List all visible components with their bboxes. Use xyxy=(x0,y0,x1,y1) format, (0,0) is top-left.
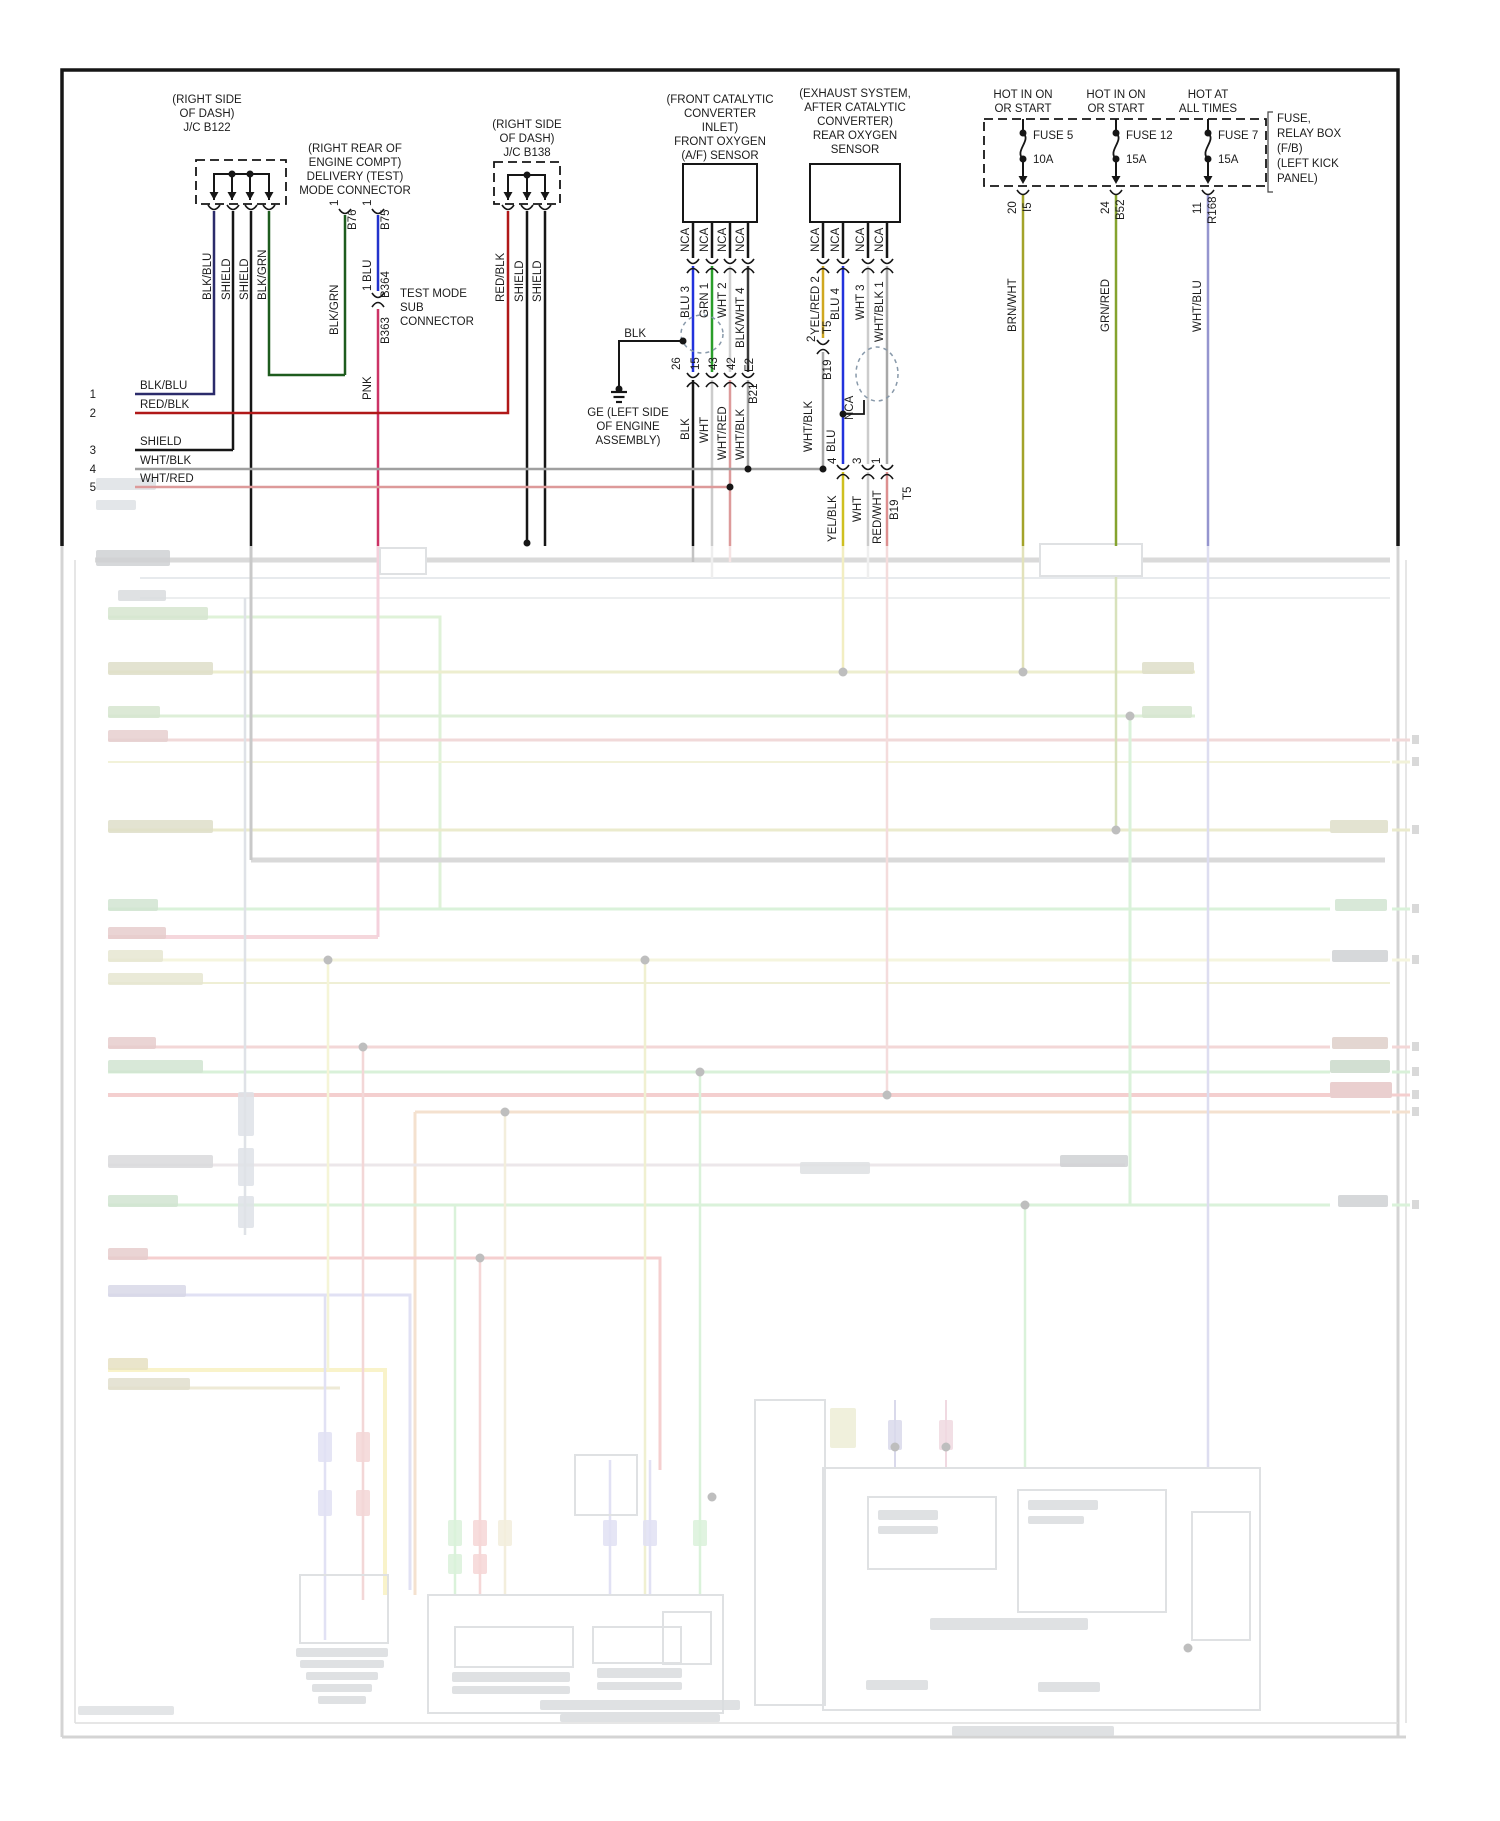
faded-label-blob xyxy=(597,1668,682,1678)
wire-label: CONNECTOR xyxy=(400,316,474,328)
wire-label: SENSOR xyxy=(830,144,880,156)
wire-label: (EXHAUST SYSTEM, xyxy=(799,88,911,100)
wire-label: SUB xyxy=(400,302,424,314)
connector-symbol xyxy=(263,205,275,210)
wire-label: YEL/RED 2 xyxy=(810,276,822,335)
faded-junction-dot xyxy=(1019,668,1028,677)
faded-edge-number xyxy=(1412,735,1419,744)
faded-junction-dot xyxy=(641,956,650,965)
faded-junction-dot xyxy=(324,956,333,965)
faded-label-blob xyxy=(452,1672,570,1682)
faded-label-blob xyxy=(356,1490,370,1516)
wire-label: (A/F) SENSOR xyxy=(681,150,759,162)
wire-label: NCA xyxy=(874,227,886,252)
connector-symbol xyxy=(706,259,718,264)
wire-label: DELIVERY (TEST) xyxy=(306,171,404,183)
arrowhead xyxy=(523,192,532,200)
wire-label: CONVERTER xyxy=(684,108,756,120)
faded-label-blob xyxy=(1060,1155,1128,1167)
faded-component-box xyxy=(593,1627,681,1663)
wire-label: AFTER CATALYTIC xyxy=(804,102,906,114)
highlighted-circuit-section xyxy=(62,70,1398,547)
faded-label-blob xyxy=(1028,1516,1084,1524)
wire-label: FUSE 5 xyxy=(1033,130,1074,142)
faded-label-blob xyxy=(108,1358,148,1370)
wire-label: SHIELD xyxy=(514,260,526,302)
faded-edge-number xyxy=(1412,1042,1419,1051)
faded-label-blob xyxy=(96,500,136,510)
fuse-element xyxy=(1205,133,1210,159)
faded-component-box xyxy=(575,1455,637,1515)
wire xyxy=(214,174,269,200)
arrowhead xyxy=(246,192,255,200)
faded-label-blob xyxy=(108,1060,203,1073)
wire-label: BLK/BLU xyxy=(140,380,188,392)
wire-label: NCA xyxy=(735,227,747,252)
junction-dot xyxy=(229,171,236,178)
faded-label-blob xyxy=(830,1408,856,1448)
wire-label: RED/WHT xyxy=(872,490,884,544)
faded-label-blob xyxy=(108,950,163,962)
connector-symbol xyxy=(521,205,533,210)
wire-label: 2 xyxy=(806,335,818,342)
wire-label: 1 xyxy=(871,457,883,464)
wire-label: 15 xyxy=(690,357,702,370)
wire-label: WHT/BLK xyxy=(140,455,192,467)
wire-label: 24 xyxy=(1100,201,1112,214)
faded-label-blob xyxy=(952,1726,1114,1736)
wire-label: HOT IN ON xyxy=(1086,89,1146,101)
connector-symbol xyxy=(881,259,893,264)
wire xyxy=(135,211,214,394)
faded-edge-number xyxy=(1412,757,1419,766)
faded-label-blob xyxy=(452,1686,570,1694)
faded-edge-number xyxy=(1412,825,1419,834)
faded-label-blob xyxy=(597,1682,682,1690)
faded-label-blob xyxy=(473,1520,487,1546)
faded-label-blob xyxy=(866,1680,928,1690)
faded-edge-number xyxy=(1412,1200,1419,1209)
junction-dot xyxy=(524,540,531,547)
faded-label-blob xyxy=(108,820,213,833)
wire-label: SHIELD xyxy=(140,436,182,448)
faded-label-blob xyxy=(238,1148,254,1186)
connector-symbol xyxy=(742,373,754,378)
faded-label-blob xyxy=(1332,1037,1388,1049)
faded-label-blob xyxy=(800,1162,870,1174)
faded-label-blob xyxy=(1038,1682,1100,1692)
faded-label-blob xyxy=(108,1037,156,1049)
wire-label: WHT/BLK xyxy=(735,408,747,460)
wire-label: HOT IN ON xyxy=(993,89,1053,101)
wire-label: 2 xyxy=(89,408,96,420)
wire-label: FUSE 7 xyxy=(1218,130,1259,142)
wire-label: NCA xyxy=(699,227,711,252)
connector-symbol xyxy=(724,259,736,264)
wire-label: FUSE, xyxy=(1277,113,1311,125)
wire-label: SHIELD xyxy=(221,258,233,300)
faded-edge-number xyxy=(1412,1067,1419,1076)
connector-symbol xyxy=(227,205,239,210)
connector-symbol xyxy=(502,205,514,210)
wire-label: BLK xyxy=(680,418,692,440)
faded-diagram-section xyxy=(62,478,1419,1737)
wire-label: 11 xyxy=(1192,202,1204,214)
faded-edge-number xyxy=(1412,904,1419,913)
connector-symbol xyxy=(208,205,220,210)
connector-symbol xyxy=(245,205,257,210)
sensor-box xyxy=(683,164,757,222)
faded-label-blob xyxy=(238,1092,254,1136)
faded-label-blob xyxy=(603,1520,617,1546)
faded-label-blob xyxy=(356,1432,370,1462)
wire-label: WHT 2 xyxy=(717,282,729,318)
faded-label-blob xyxy=(118,590,166,601)
connector-symbol xyxy=(687,259,699,264)
wire-label: 5 xyxy=(89,482,96,494)
faded-component-box xyxy=(663,1612,711,1664)
wire-label: 4 xyxy=(827,457,839,464)
wire-label: E2 xyxy=(744,357,756,372)
arrowhead xyxy=(1112,176,1121,184)
connector-symbol xyxy=(862,465,874,470)
faded-label-blob xyxy=(540,1700,740,1710)
connector-symbol xyxy=(687,373,699,378)
arrowhead xyxy=(1019,176,1028,184)
wire-label: HOT AT xyxy=(1187,89,1229,101)
faded-junction-dot xyxy=(1126,712,1135,721)
faded-label-blob xyxy=(498,1520,512,1546)
shield-ellipse xyxy=(856,347,898,401)
wire-label: FUSE 12 xyxy=(1126,130,1173,142)
faded-label-blob xyxy=(643,1520,657,1546)
wire-label: 10A xyxy=(1033,154,1054,166)
wire-label: B19 xyxy=(822,359,834,380)
wire-label: NCA xyxy=(717,227,729,252)
connector-symbol xyxy=(817,340,829,345)
faded-edge-number xyxy=(1412,1090,1419,1099)
wire-label: NCA xyxy=(830,227,842,252)
wire-label: WHT/BLK xyxy=(803,400,815,452)
connector-symbol xyxy=(706,373,718,378)
faded-label-blob xyxy=(1330,1060,1390,1073)
wire-label: (RIGHT SIDE xyxy=(492,119,562,131)
faded-label-blob xyxy=(1142,706,1192,718)
wire-label: J/C B122 xyxy=(183,122,231,134)
connector-symbol xyxy=(1110,190,1122,195)
faded-component-box xyxy=(1192,1512,1250,1640)
wire-label: BLK/GRN xyxy=(329,284,341,335)
wire-label: 1 xyxy=(362,199,374,206)
wire-label: (RIGHT SIDE xyxy=(172,94,242,106)
junction-dot xyxy=(247,171,254,178)
wire-label: 20 xyxy=(1007,201,1019,214)
faded-junction-dot xyxy=(696,1068,705,1077)
wire-label: 26 xyxy=(671,357,683,370)
wire-label: CONVERTER) xyxy=(817,116,893,128)
wire-label: PANEL) xyxy=(1277,173,1318,185)
junction-connector-dashed-box xyxy=(196,160,286,204)
faded-component-box xyxy=(755,1400,825,1705)
faded-label-blob xyxy=(108,706,160,718)
faded-label-blob xyxy=(878,1526,938,1534)
wire-label: 3 xyxy=(89,445,96,457)
faded-label-blob xyxy=(1332,950,1388,962)
faded-junction-dot xyxy=(891,1443,900,1452)
arrowhead xyxy=(504,192,513,200)
faded-label-blob xyxy=(300,1660,384,1668)
connector-symbol xyxy=(837,465,849,470)
faded-label-blob xyxy=(878,1510,938,1520)
arrowhead xyxy=(265,192,274,200)
wire-label: BLU 3 xyxy=(680,286,692,318)
faded-label-blob xyxy=(306,1672,378,1680)
wire-label: 3 xyxy=(852,457,864,464)
wire-label: B75 xyxy=(380,209,392,230)
faded-label-blob xyxy=(108,899,158,911)
connector-symbol xyxy=(837,259,849,264)
wire-label: RED/BLK xyxy=(140,399,190,411)
junction-dot xyxy=(820,466,827,473)
faded-component-box xyxy=(1040,544,1142,576)
faded-label-blob xyxy=(108,1155,213,1168)
arrowhead xyxy=(1204,176,1213,184)
faded-component-box xyxy=(380,548,426,574)
arrowhead xyxy=(541,192,550,200)
wire xyxy=(1268,112,1273,192)
wire-label: NCA xyxy=(844,395,856,420)
faded-label-blob xyxy=(108,1248,148,1260)
connector-symbol xyxy=(372,303,384,308)
faded-label-blob xyxy=(318,1490,332,1516)
faded-label-blob xyxy=(238,1196,254,1228)
wire-label: BLU xyxy=(826,429,838,452)
shield-ellipse xyxy=(681,315,723,353)
connector-symbol xyxy=(539,205,551,210)
faded-label-blob xyxy=(108,662,213,675)
wire-label: BLK/GRN xyxy=(257,249,269,300)
wire-label: WHT/BLK 1 xyxy=(874,281,886,342)
wire-label: YEL/BLK xyxy=(827,495,839,542)
wire-label: MODE CONNECTOR xyxy=(299,185,411,197)
wire-label: B76 xyxy=(347,209,359,230)
wire-label: SHIELD xyxy=(239,258,251,300)
wire-label: WHT/RED xyxy=(717,406,729,460)
wire-label: B52 xyxy=(1115,199,1127,220)
wire-label: T5 xyxy=(902,486,914,500)
sensor-box xyxy=(810,164,900,222)
wire-label: TEST MODE xyxy=(400,288,467,300)
faded-label-blob xyxy=(78,1706,174,1715)
wire-label: WHT xyxy=(699,416,711,443)
faded-label-blob xyxy=(108,607,208,620)
wire-label: 4 xyxy=(89,464,96,476)
fuse-element xyxy=(1113,133,1118,159)
wire-label: WHT 3 xyxy=(855,284,867,320)
faded-junction-dot xyxy=(501,1108,510,1117)
wire-label: BLU xyxy=(362,259,374,282)
junction-dot xyxy=(727,484,734,491)
wire-label: NCA xyxy=(855,227,867,252)
wire-label: WHT xyxy=(852,495,864,522)
connector-symbol xyxy=(742,259,754,264)
faded-junction-dot xyxy=(883,1091,892,1100)
arrowhead xyxy=(210,192,219,200)
wire-label: 42 xyxy=(726,357,738,370)
wire-label: (F/B) xyxy=(1277,143,1303,155)
connector-symbol xyxy=(1202,190,1214,195)
wire-label: OR START xyxy=(994,103,1052,115)
faded-edge-number xyxy=(1412,1107,1419,1116)
connector-symbol xyxy=(862,259,874,264)
wire-label: NCA xyxy=(810,227,822,252)
wire-label: BLK xyxy=(624,328,646,340)
wire-label: GRN/RED xyxy=(1100,278,1112,332)
faded-junction-dot xyxy=(839,668,848,677)
faded-label-blob xyxy=(1028,1500,1098,1510)
wire-label: ASSEMBLY) xyxy=(595,435,661,447)
connector-symbol xyxy=(1017,190,1029,195)
wire-label: R168 xyxy=(1207,196,1219,224)
faded-label-blob xyxy=(318,1432,332,1462)
wire-label: GRN 1 xyxy=(699,282,711,318)
arrowhead xyxy=(228,192,237,200)
wire-label: J/C B138 xyxy=(503,147,551,159)
faded-label-blob xyxy=(108,927,166,939)
wire-label: INLET) xyxy=(701,122,739,134)
faded-label-blob xyxy=(1330,820,1388,833)
faded-component-box xyxy=(300,1575,388,1643)
wire-label: ENGINE COMPT) xyxy=(308,157,402,169)
connector-symbol xyxy=(724,373,736,378)
faded-junction-dot xyxy=(1021,1201,1030,1210)
wire-label: 43 xyxy=(708,357,720,370)
faded-junction-dot xyxy=(708,1493,717,1502)
faded-label-blob xyxy=(318,1696,366,1704)
wire-label: B364 xyxy=(380,271,392,298)
faded-junction-dot xyxy=(942,1443,951,1452)
wire xyxy=(135,211,508,413)
wire-label: 1 xyxy=(362,284,374,291)
faded-label-blob xyxy=(108,1285,186,1297)
wire-label: (RIGHT REAR OF xyxy=(308,143,402,155)
faded-label-blob xyxy=(1330,1082,1392,1098)
faded-label-blob xyxy=(930,1618,1088,1630)
wire-label: PNK xyxy=(362,376,374,400)
faded-label-blob xyxy=(108,730,168,742)
connector-symbol xyxy=(817,259,829,264)
wire-label: T5 xyxy=(822,320,834,334)
wire-label: SHIELD xyxy=(532,260,544,302)
faded-wire xyxy=(108,1370,385,1595)
wire-label: RED/BLK xyxy=(495,252,507,302)
wire-label: (FRONT CATALYTIC xyxy=(666,94,774,106)
faded-label-blob xyxy=(1338,1195,1388,1207)
junction-dot xyxy=(524,172,531,179)
junction-dot xyxy=(745,466,752,473)
wire-label: BLK/BLU xyxy=(202,252,214,300)
faded-edge-number xyxy=(1412,955,1419,964)
faded-label-blob xyxy=(1142,662,1194,674)
wire-label: BLU 4 xyxy=(830,288,842,320)
wire-label: I5 xyxy=(1022,202,1034,212)
wire-label: OF DASH) xyxy=(499,133,555,145)
wire-label: 1 xyxy=(329,199,341,206)
wire-label: 15A xyxy=(1126,154,1147,166)
wire-label: FRONT OXYGEN xyxy=(674,136,766,148)
faded-label-blob xyxy=(312,1684,372,1692)
faded-junction-dot xyxy=(1184,1644,1193,1653)
faded-label-blob xyxy=(1335,899,1387,911)
wire-label: RELAY BOX xyxy=(1277,128,1342,140)
wire-label: REAR OXYGEN xyxy=(812,130,898,142)
wire-label: OR START xyxy=(1087,103,1145,115)
wire-label: WHT/BLU xyxy=(1192,280,1204,332)
faded-component-box xyxy=(455,1627,573,1667)
wire-label: (LEFT KICK xyxy=(1277,158,1339,170)
connector-symbol xyxy=(881,465,893,470)
faded-label-blob xyxy=(560,1714,720,1722)
wire-label: B363 xyxy=(380,317,392,344)
wire-label: BRN/WHT xyxy=(1007,278,1019,332)
wire-label: B19 xyxy=(889,499,901,520)
faded-label-blob xyxy=(448,1554,462,1574)
wire-label: B21 xyxy=(748,383,760,404)
faded-label-blob xyxy=(108,973,203,985)
faded-label-blob xyxy=(448,1520,462,1546)
faded-junction-dot xyxy=(359,1043,368,1052)
wire-label: ALL TIMES xyxy=(1178,103,1238,115)
wire-label: 1 xyxy=(89,389,96,401)
junction-dot xyxy=(680,338,687,345)
faded-junction-dot xyxy=(476,1254,485,1263)
wire-label: OF ENGINE xyxy=(596,421,660,433)
wire-label: BLK/WHT 4 xyxy=(735,287,747,348)
faded-junction-dot xyxy=(1112,826,1121,835)
faded-label-blob xyxy=(693,1520,707,1546)
wire-label: WHT/RED xyxy=(140,473,194,485)
faded-label-blob xyxy=(473,1554,487,1574)
faded-label-blob xyxy=(108,1378,190,1390)
faded-label-blob xyxy=(96,550,170,566)
faded-label-blob xyxy=(108,1195,178,1207)
wire-label: 15A xyxy=(1218,154,1239,166)
faded-label-blob xyxy=(296,1648,388,1657)
fuse-element xyxy=(1020,133,1025,159)
wire-label: NCA xyxy=(680,227,692,252)
wire-label: OF DASH) xyxy=(179,108,235,120)
wire-label: GE (LEFT SIDE xyxy=(587,407,669,419)
